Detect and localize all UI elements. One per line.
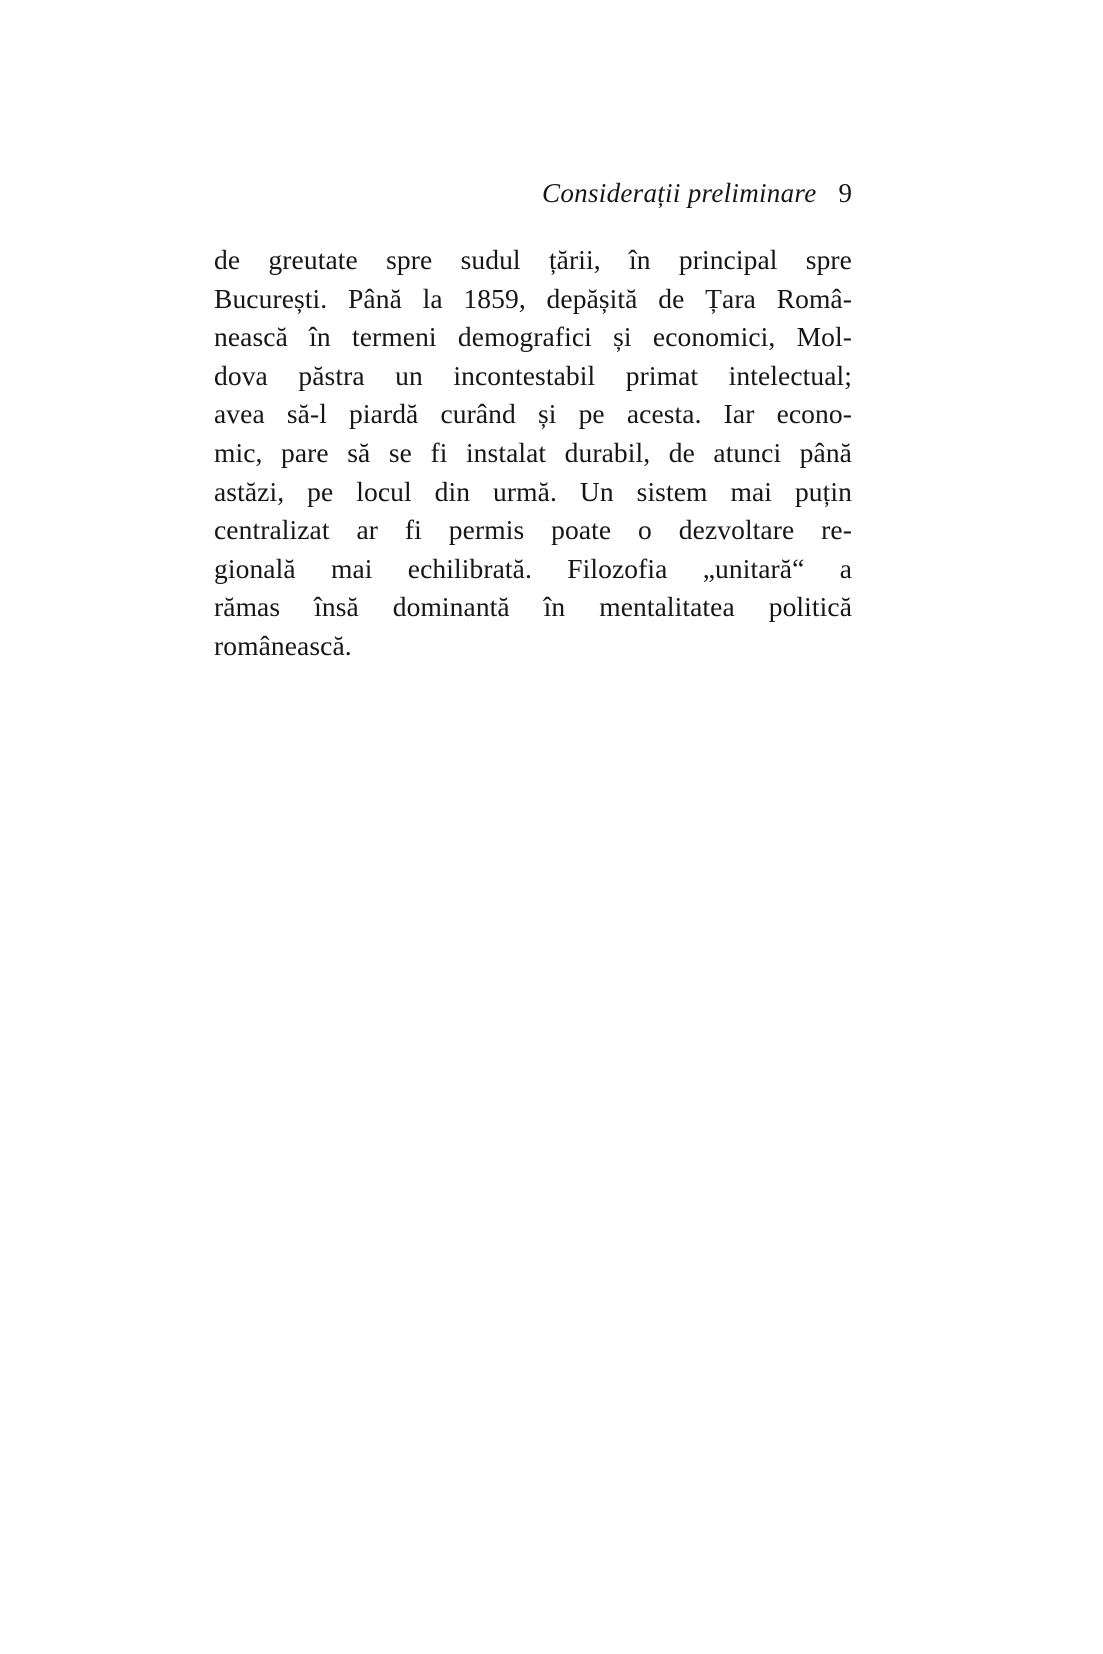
text-line: avea să-l piardă curând și pe acesta. Iar econo- [214, 398, 852, 430]
page-number: 9 [838, 178, 852, 208]
text-line: gională mai echilibrată. Filozofia „unitară“ a [214, 552, 852, 584]
text-line: București. Până la 1859, depășită de Țara Româ- [214, 282, 852, 314]
chapter-title: Considerații preliminare [542, 178, 817, 208]
text-line: de greutate spre sudul țării, în principal spre [214, 244, 852, 275]
running-header [214, 176, 852, 210]
text-line: astăzi, pe locul din urmă. Un sistem mai puțin [214, 475, 852, 507]
paragraph-text [214, 241, 852, 666]
text-line: dova păstra un incontestabil primat intelectual; [214, 359, 852, 391]
text-line: mic, pare să se fi instalat durabil, de atunci până [214, 436, 852, 468]
text-line: centralizat ar fi permis poate o dezvoltare re- [214, 514, 852, 546]
text-line: nească în termeni demografici și economici, Mol- [214, 321, 852, 353]
text-line: românească. [214, 629, 352, 661]
text-line: rămas însă dominantă în mentalitatea politică [214, 591, 852, 623]
